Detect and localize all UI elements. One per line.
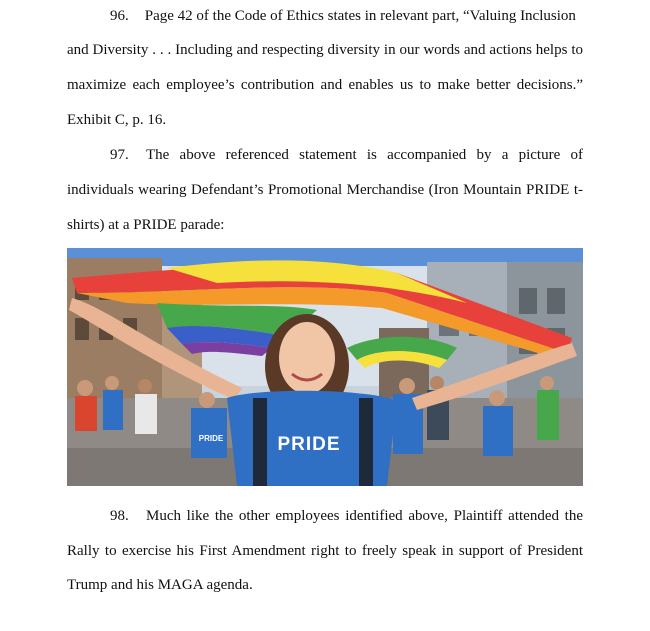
shirt-pride-text: PRIDE [277,434,341,455]
paragraph-96-line-4: Exhibit C, p. 16. [67,112,167,128]
paragraph-98-line-2: Rally to exercise his First Amendment right to freely speak in support of President [67,543,583,559]
shirt-pride-small-text: PRIDE [198,434,224,443]
paragraph-number: 96. [110,8,129,24]
paragraph-number: 98. [110,508,129,524]
paragraph-text: Much like the other employees identified above, Plaintiff attended the [146,508,583,524]
paragraph-text: Page 42 of the Code of Ethics states in relevant part, “Valuing Inclusion [144,8,576,24]
paragraph-97-line-1 [110,145,583,165]
paragraph-97-line-3: shirts) at a PRIDE parade: [67,217,225,233]
paragraph-text: The above referenced statement is accompanied by a picture of [146,147,583,163]
paragraph-98-line-1 [110,506,583,526]
pride-parade-photo [67,248,583,486]
paragraph-number: 97. [110,147,129,163]
paragraph-98-line-3: Trump and his MAGA agenda. [67,577,253,593]
paragraph-96-line-1 [110,6,583,26]
paragraph-96-line-2: and Diversity . . . Including and respecting diversity in our words and actions helps to [67,42,583,58]
paragraph-96-line-3: maximize each employee’s contribution and enables us to make better decisions.” [67,77,583,93]
paragraph-97-line-2: individuals wearing Defendant’s Promotional Merchandise (Iron Mountain PRIDE t- [67,182,583,198]
